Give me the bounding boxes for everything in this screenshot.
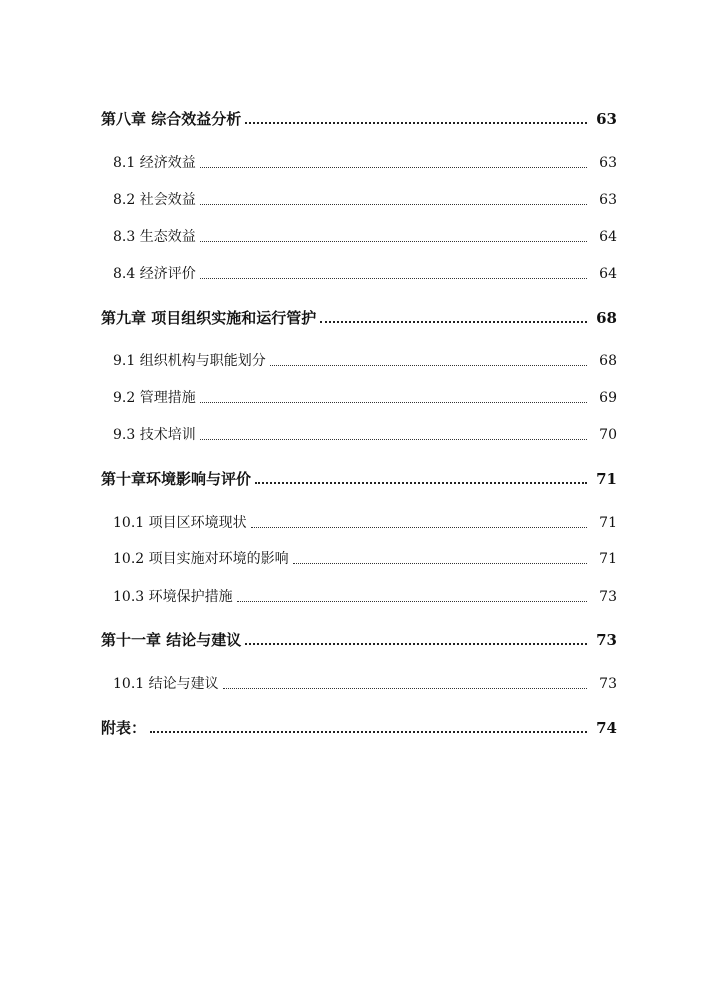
dot-leader — [200, 401, 587, 403]
dot-leader — [293, 562, 587, 564]
toc-entry-title: 10.2 项目实施对环境的影响 — [113, 551, 289, 567]
toc-page-number: 63 — [599, 155, 617, 171]
toc-page-number: 70 — [599, 427, 617, 443]
toc-entry-10-1[interactable] — [113, 513, 617, 533]
dot-leader — [200, 166, 587, 168]
dot-leader — [200, 438, 587, 440]
toc-entry-title: 9.3 技术培训 — [113, 427, 196, 443]
dot-leader — [320, 320, 587, 323]
dot-leader — [237, 600, 587, 602]
toc-entry-title: 第十章环境影响与评价 — [101, 470, 252, 488]
dot-leader — [255, 481, 587, 484]
toc-entry-8-1[interactable] — [113, 153, 617, 173]
toc-entry-11-1[interactable] — [113, 674, 617, 694]
dot-leader — [245, 642, 587, 645]
toc-entry-8-4[interactable] — [113, 264, 617, 284]
toc-entry-10-3[interactable] — [113, 587, 617, 607]
toc-entry-title: 第九章 项目组织实施和运行管护 — [101, 309, 317, 327]
toc-entry-title: 第十一章 结论与建议 — [101, 631, 242, 649]
toc-page-number: 73 — [599, 676, 617, 692]
toc-entry-8-3[interactable] — [113, 227, 617, 247]
dot-leader — [150, 730, 587, 733]
toc-page-number: 74 — [596, 719, 617, 737]
toc-entry-9-3[interactable] — [113, 425, 617, 445]
toc-entry-chapter-11[interactable] — [101, 630, 617, 650]
toc-entry-title: 8.2 社会效益 — [113, 192, 196, 208]
toc-entry-title: 8.3 生态效益 — [113, 229, 196, 245]
toc-page-number: 73 — [599, 589, 617, 605]
dot-leader — [200, 277, 587, 279]
toc-page-number: 64 — [599, 266, 617, 282]
toc-entry-title: 10.1 项目区环境现状 — [113, 515, 247, 531]
toc-entry-9-1[interactable] — [113, 351, 617, 371]
toc-page-number: 68 — [596, 309, 617, 327]
dot-leader — [200, 203, 587, 205]
toc-entry-title: 8.1 经济效益 — [113, 155, 196, 171]
dot-leader — [223, 687, 587, 689]
toc-entry-title: 附表： — [101, 719, 147, 737]
toc-entry-appendix[interactable] — [101, 718, 617, 738]
toc-entry-title: 8.4 经济评价 — [113, 266, 196, 282]
toc-entry-chapter-8[interactable] — [101, 109, 617, 129]
toc-page-number: 71 — [596, 470, 617, 488]
toc-page-number: 71 — [599, 551, 617, 567]
toc-page-number: 63 — [599, 192, 617, 208]
dot-leader — [245, 121, 587, 124]
toc-page-number: 73 — [596, 631, 617, 649]
toc-entry-10-2[interactable] — [113, 549, 617, 569]
toc-page-number: 68 — [599, 353, 617, 369]
toc-entry-title: 10.1 结论与建议 — [113, 676, 219, 692]
toc-entry-title: 10.3 环境保护措施 — [113, 589, 233, 605]
toc-page-number: 69 — [599, 390, 617, 406]
dot-leader — [200, 240, 587, 242]
toc-page-number: 63 — [596, 110, 617, 128]
toc-entry-title: 第八章 综合效益分析 — [101, 110, 242, 128]
toc-entry-title: 9.1 组织机构与职能划分 — [113, 353, 266, 369]
toc-entry-chapter-9[interactable] — [101, 308, 617, 328]
toc-entry-8-2[interactable] — [113, 190, 617, 210]
toc-page-number: 64 — [599, 229, 617, 245]
dot-leader — [251, 526, 587, 528]
toc-entry-9-2[interactable] — [113, 388, 617, 408]
toc-entry-chapter-10[interactable] — [101, 469, 617, 489]
dot-leader — [270, 364, 587, 366]
toc-entry-title: 9.2 管理措施 — [113, 390, 196, 406]
toc-page-number: 71 — [599, 515, 617, 531]
